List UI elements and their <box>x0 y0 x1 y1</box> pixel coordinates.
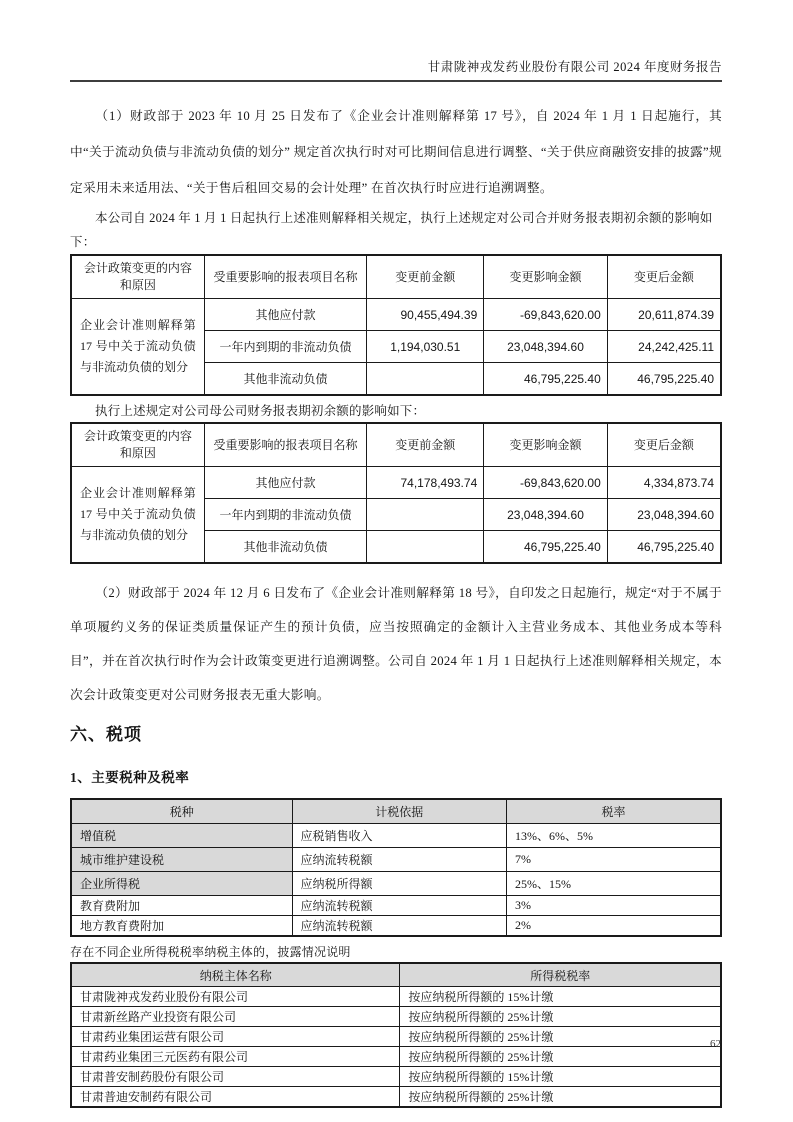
table-cell: 其他应付款 <box>204 299 367 331</box>
table-cell: 20,611,874.39 <box>607 299 721 331</box>
col-header-impact: 变更影响金额 <box>484 423 608 467</box>
table-cell: 23,048,394.60 <box>607 499 721 531</box>
table-header-row <box>71 963 721 987</box>
table-row <box>71 896 721 916</box>
col-header-policy-content: 会计政策变更的内容和原因 <box>71 255 204 299</box>
table-row <box>71 1007 721 1027</box>
table-cell: 甘肃药业集团三元医药有限公司 <box>71 1047 400 1067</box>
subsection-heading-main-taxes: 1、主要税种及税率 <box>70 770 190 785</box>
table-cell: 一年内到期的非流动负债 <box>204 499 367 531</box>
col-header-after: 变更后金额 <box>607 255 721 299</box>
report-title: 甘肃陇神戎发药业股份有限公司 2024 年度财务报告 <box>427 60 722 74</box>
tax-types-table <box>70 798 722 937</box>
table-cell: 一年内到期的非流动负债 <box>204 331 367 363</box>
table-cell: 应纳税所得额 <box>292 872 507 896</box>
table-cell: 按应纳税所得额的 25%计缴 <box>400 1007 721 1027</box>
table-cell <box>367 363 484 396</box>
table-cell <box>367 499 484 531</box>
table-header-row <box>71 799 721 824</box>
parent-impact-intro: 执行上述规定对公司母公司财务报表期初余额的影响如下： <box>95 404 426 418</box>
consolidated-impact-table <box>70 254 722 396</box>
table-cell <box>367 531 484 564</box>
paragraph-policy-change-2: （2）财政部于 2024 年 12 月 6 日发布了《企业会计准则解释第 18 号》，自印发之日起施行，规定“对于不属于单项履约义务的保证类质量保证产生的预计负债，应当按照确定的金额计入主营业务成本、其他业务成本等科目”，并在首次执行时作为会计政策变更进行追溯调整。公司自 2024 年 1 月 1 日起执行上述准则解释相关规定，本次会计政策变更对公司财务报表无重大影响。 <box>70 586 722 702</box>
table-cell: 1,194,030.51 <box>367 331 484 363</box>
col-header-income-tax-rate: 所得税税率 <box>400 963 721 987</box>
table-cell: 按应纳税所得额的 25%计缴 <box>400 1087 721 1108</box>
table-cell: 46,795,225.40 <box>607 531 721 564</box>
table-cell: 甘肃普安制药股份有限公司 <box>71 1067 400 1087</box>
table-cell: 应税销售收入 <box>292 824 507 848</box>
table-row <box>71 1047 721 1067</box>
table-cell: 城市维护建设税 <box>71 848 292 872</box>
table-cell: 甘肃药业集团运营有限公司 <box>71 1027 400 1047</box>
table-cell: 甘肃新丝路产业投资有限公司 <box>71 1007 400 1027</box>
col-header-item-name: 受重要影响的报表项目名称 <box>204 423 367 467</box>
table-cell: 4,334,873.74 <box>607 467 721 499</box>
col-header-impact: 变更影响金额 <box>484 255 608 299</box>
col-header-before: 变更前金额 <box>367 255 484 299</box>
col-header-policy-content: 会计政策变更的内容和原因 <box>71 423 204 467</box>
table-cell: 7% <box>507 848 722 872</box>
table-cell: 应纳流转税额 <box>292 916 507 937</box>
table-cell: -69,843,620.00 <box>484 467 608 499</box>
table-cell: 按应纳税所得额的 15%计缴 <box>400 987 721 1007</box>
col-header-taxpayer-name: 纳税主体名称 <box>71 963 400 987</box>
table-cell: 其他应付款 <box>204 467 367 499</box>
col-header-item-name: 受重要影响的报表项目名称 <box>204 255 367 299</box>
table-cell: 其他非流动负债 <box>204 531 367 564</box>
table-cell: 46,795,225.40 <box>607 363 721 396</box>
table-cell: 甘肃陇神戎发药业股份有限公司 <box>71 987 400 1007</box>
taxpayer-rate-table <box>70 962 722 1108</box>
table-row <box>71 916 721 937</box>
table-cell: 2% <box>507 916 722 937</box>
table-cell: 按应纳税所得额的 25%计缴 <box>400 1027 721 1047</box>
paragraph-policy-change-1: （1）财政部于 2023 年 10 月 25 日发布了《企业会计准则解释第 17 号》，自 2024 年 1 月 1 日起施行，其中“关于流动负债与非流动负债的划分” 规定首次执行时对可比期间信息进行调整、“关于供应商融资安排的披露”规定采用未来适用法、“关于售后租回交易的会计处理” 在首次执行时应进行追溯调整。 <box>70 109 722 195</box>
table-header-row <box>71 255 721 299</box>
table-cell: 增值税 <box>71 824 292 848</box>
table-cell: 其他非流动负债 <box>204 363 367 396</box>
col-header-before: 变更前金额 <box>367 423 484 467</box>
table-row <box>71 872 721 896</box>
table-cell: -69,843,620.00 <box>484 299 608 331</box>
table-row <box>71 299 721 331</box>
table-cell: 46,795,225.40 <box>484 363 608 396</box>
table-cell: 74,178,493.74 <box>367 467 484 499</box>
col-header-tax-type: 税种 <box>71 799 292 824</box>
col-header-tax-rate: 税率 <box>507 799 722 824</box>
table-cell: 24,242,425.11 <box>607 331 721 363</box>
table-header-row <box>71 423 721 467</box>
parent-impact-table <box>70 422 722 564</box>
table-cell: 90,455,494.39 <box>367 299 484 331</box>
table-row <box>71 1087 721 1108</box>
table-cell: 地方教育费附加 <box>71 916 292 937</box>
table-cell: 46,795,225.40 <box>484 531 608 564</box>
table-row <box>71 848 721 872</box>
table-cell: 13%、6%、5% <box>507 824 722 848</box>
consolidated-impact-intro: 本公司自 2024 年 1 月 1 日起执行上述准则解释相关规定，执行上述规定对公司合并财务报表期初余额的影响如下： <box>70 211 713 249</box>
table-cell: 23,048,394.60 <box>484 331 608 363</box>
col-header-tax-basis: 计税依据 <box>292 799 507 824</box>
section-heading-tax: 六、税项 <box>70 725 142 744</box>
table-cell: 按应纳税所得额的 25%计缴 <box>400 1047 721 1067</box>
table-cell: 按应纳税所得额的 15%计缴 <box>400 1067 721 1087</box>
table-cell: 3% <box>507 896 722 916</box>
page-number: 62 <box>710 1038 721 1050</box>
table-cell: 应纳流转税额 <box>292 896 507 916</box>
table-cell: 23,048,394.60 <box>484 499 608 531</box>
policy-group-label: 企业会计准则解释第 17 号中关于流动负债与非流动负债的划分 <box>71 299 204 396</box>
table-row <box>71 987 721 1007</box>
table-cell: 教育费附加 <box>71 896 292 916</box>
policy-group-label: 企业会计准则解释第 17 号中关于流动负债与非流动负债的划分 <box>71 467 204 564</box>
report-header <box>70 0 722 82</box>
tax-rate-disclosure-note: 存在不同企业所得税税率纳税主体的，披露情况说明 <box>70 945 351 959</box>
table-row <box>71 824 721 848</box>
table-cell: 甘肃普迪安制药有限公司 <box>71 1087 400 1108</box>
table-row <box>71 1027 721 1047</box>
table-cell: 25%、15% <box>507 872 722 896</box>
col-header-after: 变更后金额 <box>607 423 721 467</box>
table-cell: 企业所得税 <box>71 872 292 896</box>
table-row <box>71 1067 721 1087</box>
table-cell: 应纳流转税额 <box>292 848 507 872</box>
table-row <box>71 467 721 499</box>
